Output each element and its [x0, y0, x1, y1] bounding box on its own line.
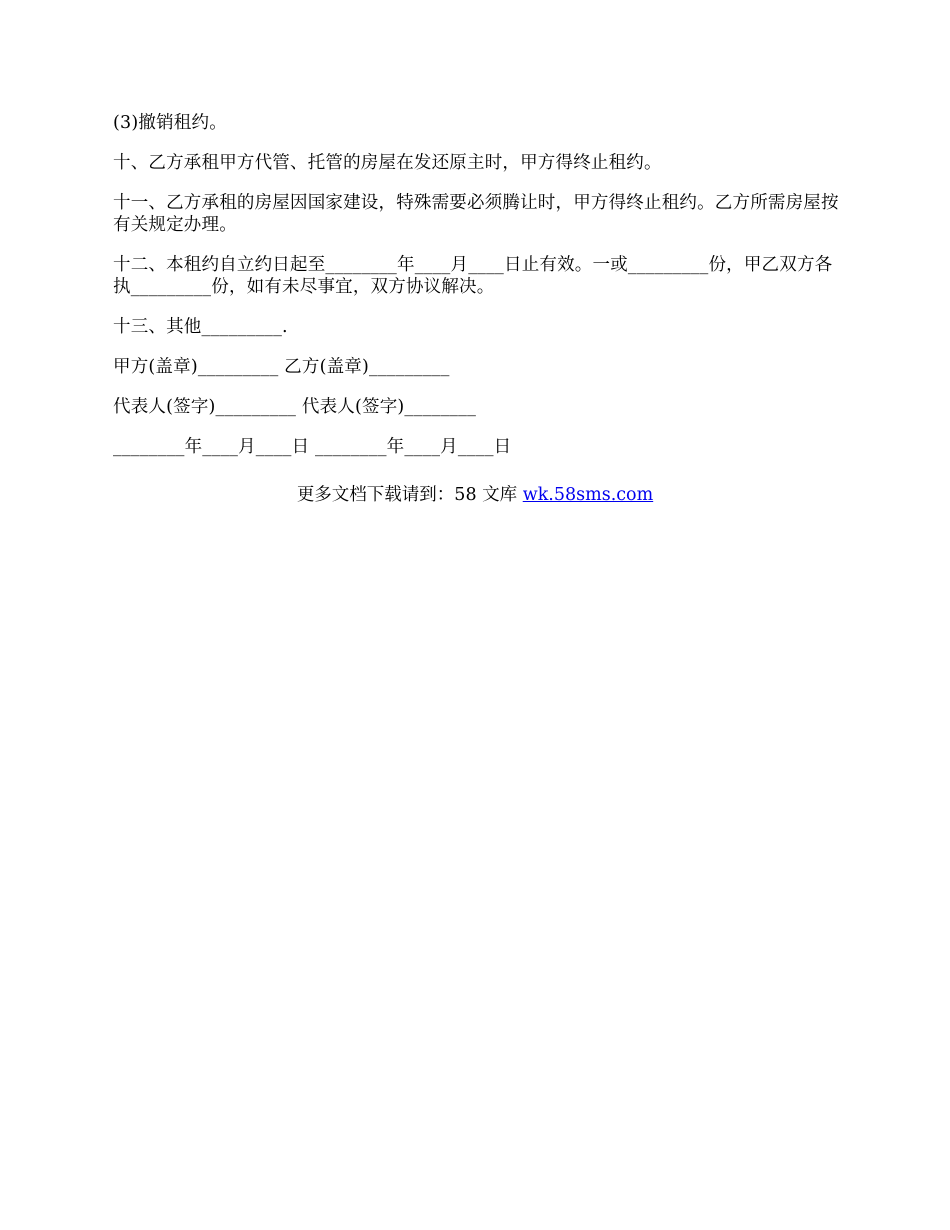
- paragraph-revoke-lease: (3)撤销租约。: [113, 113, 227, 133]
- signature-seal-line: 甲方(盖章)_________ 乙方(盖章)_________: [113, 357, 450, 377]
- signature-date-line: ________年____月____日 ________年____月____日: [113, 437, 512, 457]
- signature-representative-line: 代表人(签字)_________ 代表人(签字)________: [113, 397, 477, 417]
- paragraph-clause-13: 十三、其他_________.: [113, 317, 288, 337]
- document-body: [113, 112, 841, 476]
- paragraph-clause-12: 十二、本租约自立约日起至________年____月____日止有效。一或_________份，甲乙双方各执_________份，如有未尽事宜，双方协议解决。: [113, 255, 833, 297]
- footer-text: 更多文档下载请到：58 文库: [296, 485, 523, 505]
- paragraph-clause-10: 十、乙方承租甲方代管、托管的房屋在发还原主时，甲方得终止租约。: [113, 153, 662, 173]
- footer-link[interactable]: wk.58sms.com: [522, 485, 654, 505]
- footer: [0, 484, 950, 506]
- paragraph-clause-11: 十一、乙方承租的房屋因国家建设，特殊需要必须腾让时，甲方得终止租约。乙方所需房屋按有关规定办理。: [113, 193, 839, 235]
